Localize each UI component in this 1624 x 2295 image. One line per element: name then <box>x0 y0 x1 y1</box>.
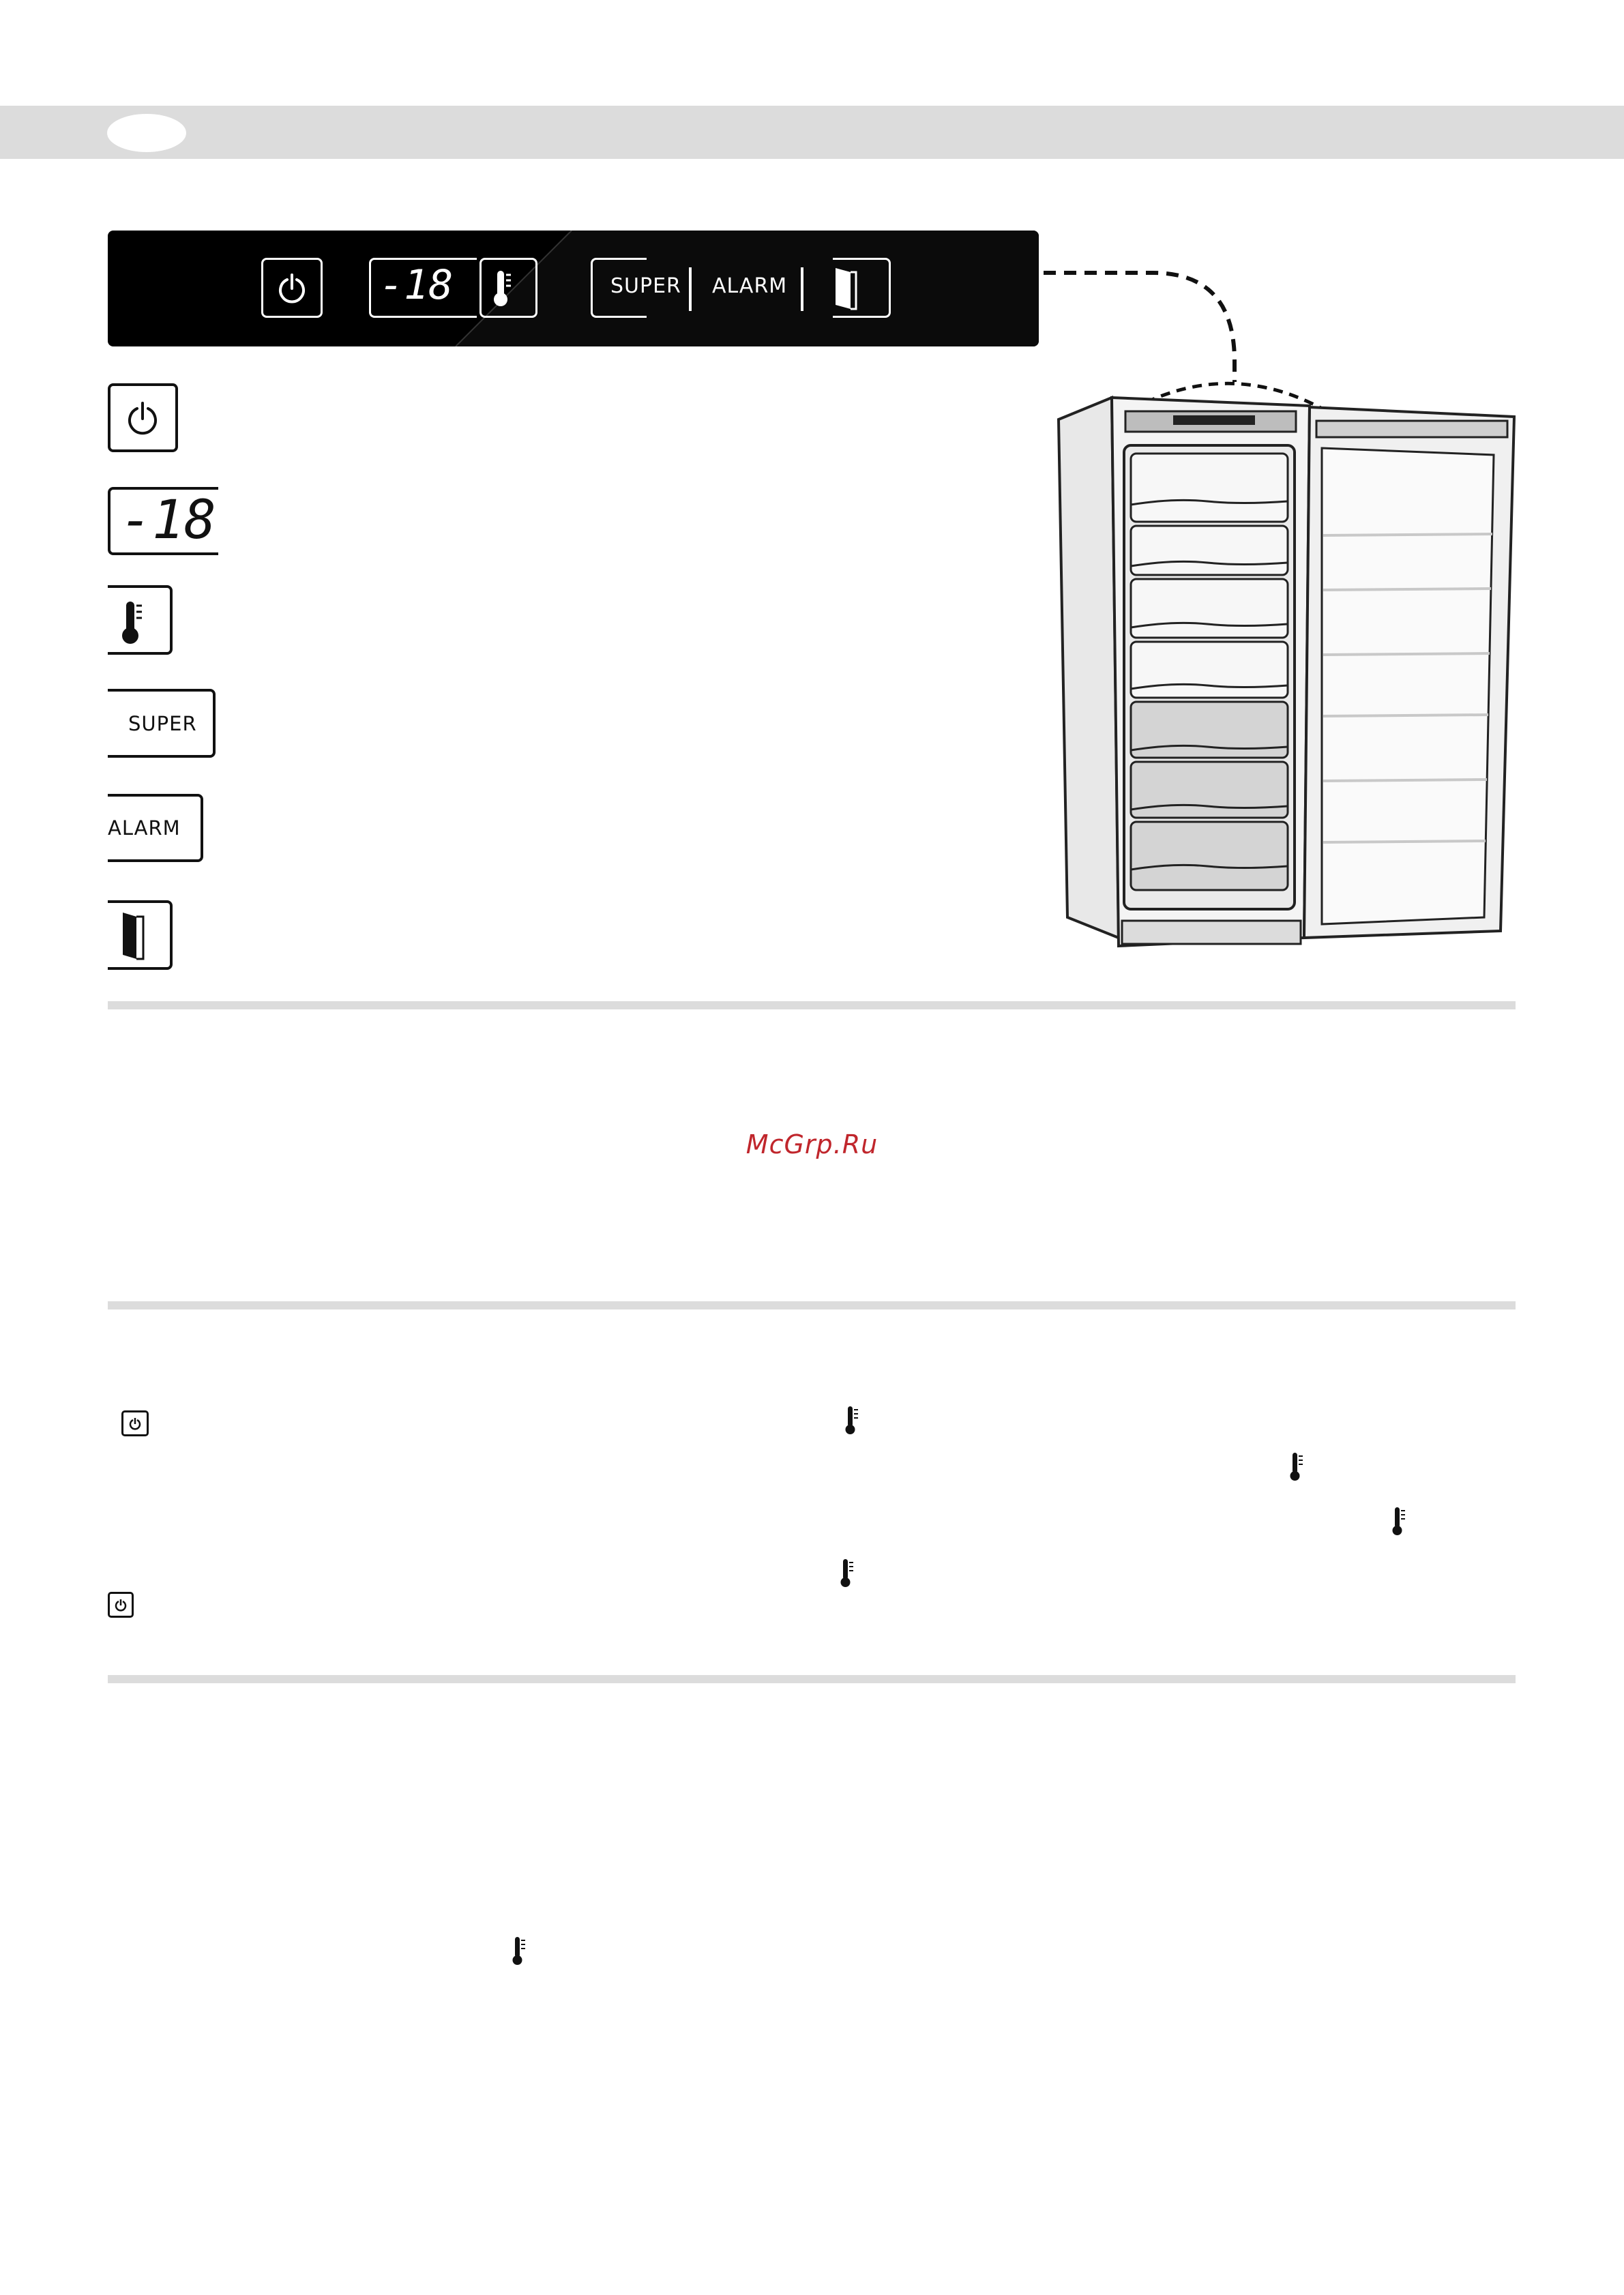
section-rule <box>108 1301 1516 1309</box>
legend-display-value: -18 <box>120 490 216 551</box>
thermometer-icon <box>482 260 536 316</box>
header-bar <box>0 106 1624 159</box>
thermometer-icon <box>838 1558 856 1589</box>
panel-divider <box>801 267 803 311</box>
legend-alarm-label: ALARM <box>108 816 181 840</box>
panel-super-button[interactable]: SUPER <box>610 274 681 298</box>
panel-alarm-button[interactable]: ALARM <box>712 274 788 298</box>
door-icon <box>833 260 889 316</box>
panel-divider <box>689 267 692 311</box>
legend-display <box>108 487 218 555</box>
watermark-text: McGrp.Ru <box>745 1129 879 1159</box>
power-icon <box>110 386 175 449</box>
power-icon <box>108 1592 134 1618</box>
legend-super-button <box>108 689 216 758</box>
panel-display <box>369 258 477 318</box>
panel-temperature-button[interactable] <box>479 258 537 318</box>
panel-door-button[interactable] <box>833 258 891 318</box>
section-rule <box>108 1001 1516 1009</box>
page-number-oval <box>107 114 186 152</box>
door-icon <box>108 903 169 968</box>
power-icon <box>263 260 321 316</box>
thermometer-icon <box>1288 1451 1305 1483</box>
legend-super-label: SUPER <box>128 712 197 735</box>
thermometer-icon <box>843 1405 861 1436</box>
freezer-illustration <box>1050 392 1528 979</box>
thermometer-icon <box>1390 1506 1408 1537</box>
section-rule <box>108 1675 1516 1683</box>
panel-power-button[interactable] <box>261 258 323 318</box>
thermometer-icon <box>510 1936 528 1967</box>
control-panel <box>108 231 1039 346</box>
power-icon <box>121 1410 149 1436</box>
legend-alarm-button <box>108 794 203 862</box>
thermometer-icon <box>108 588 169 653</box>
panel-highlight <box>108 231 1039 346</box>
legend-door-button <box>108 900 173 970</box>
legend-temperature-button <box>108 585 173 655</box>
legend-power-button <box>108 383 178 452</box>
panel-display-value: -18 <box>379 261 454 309</box>
